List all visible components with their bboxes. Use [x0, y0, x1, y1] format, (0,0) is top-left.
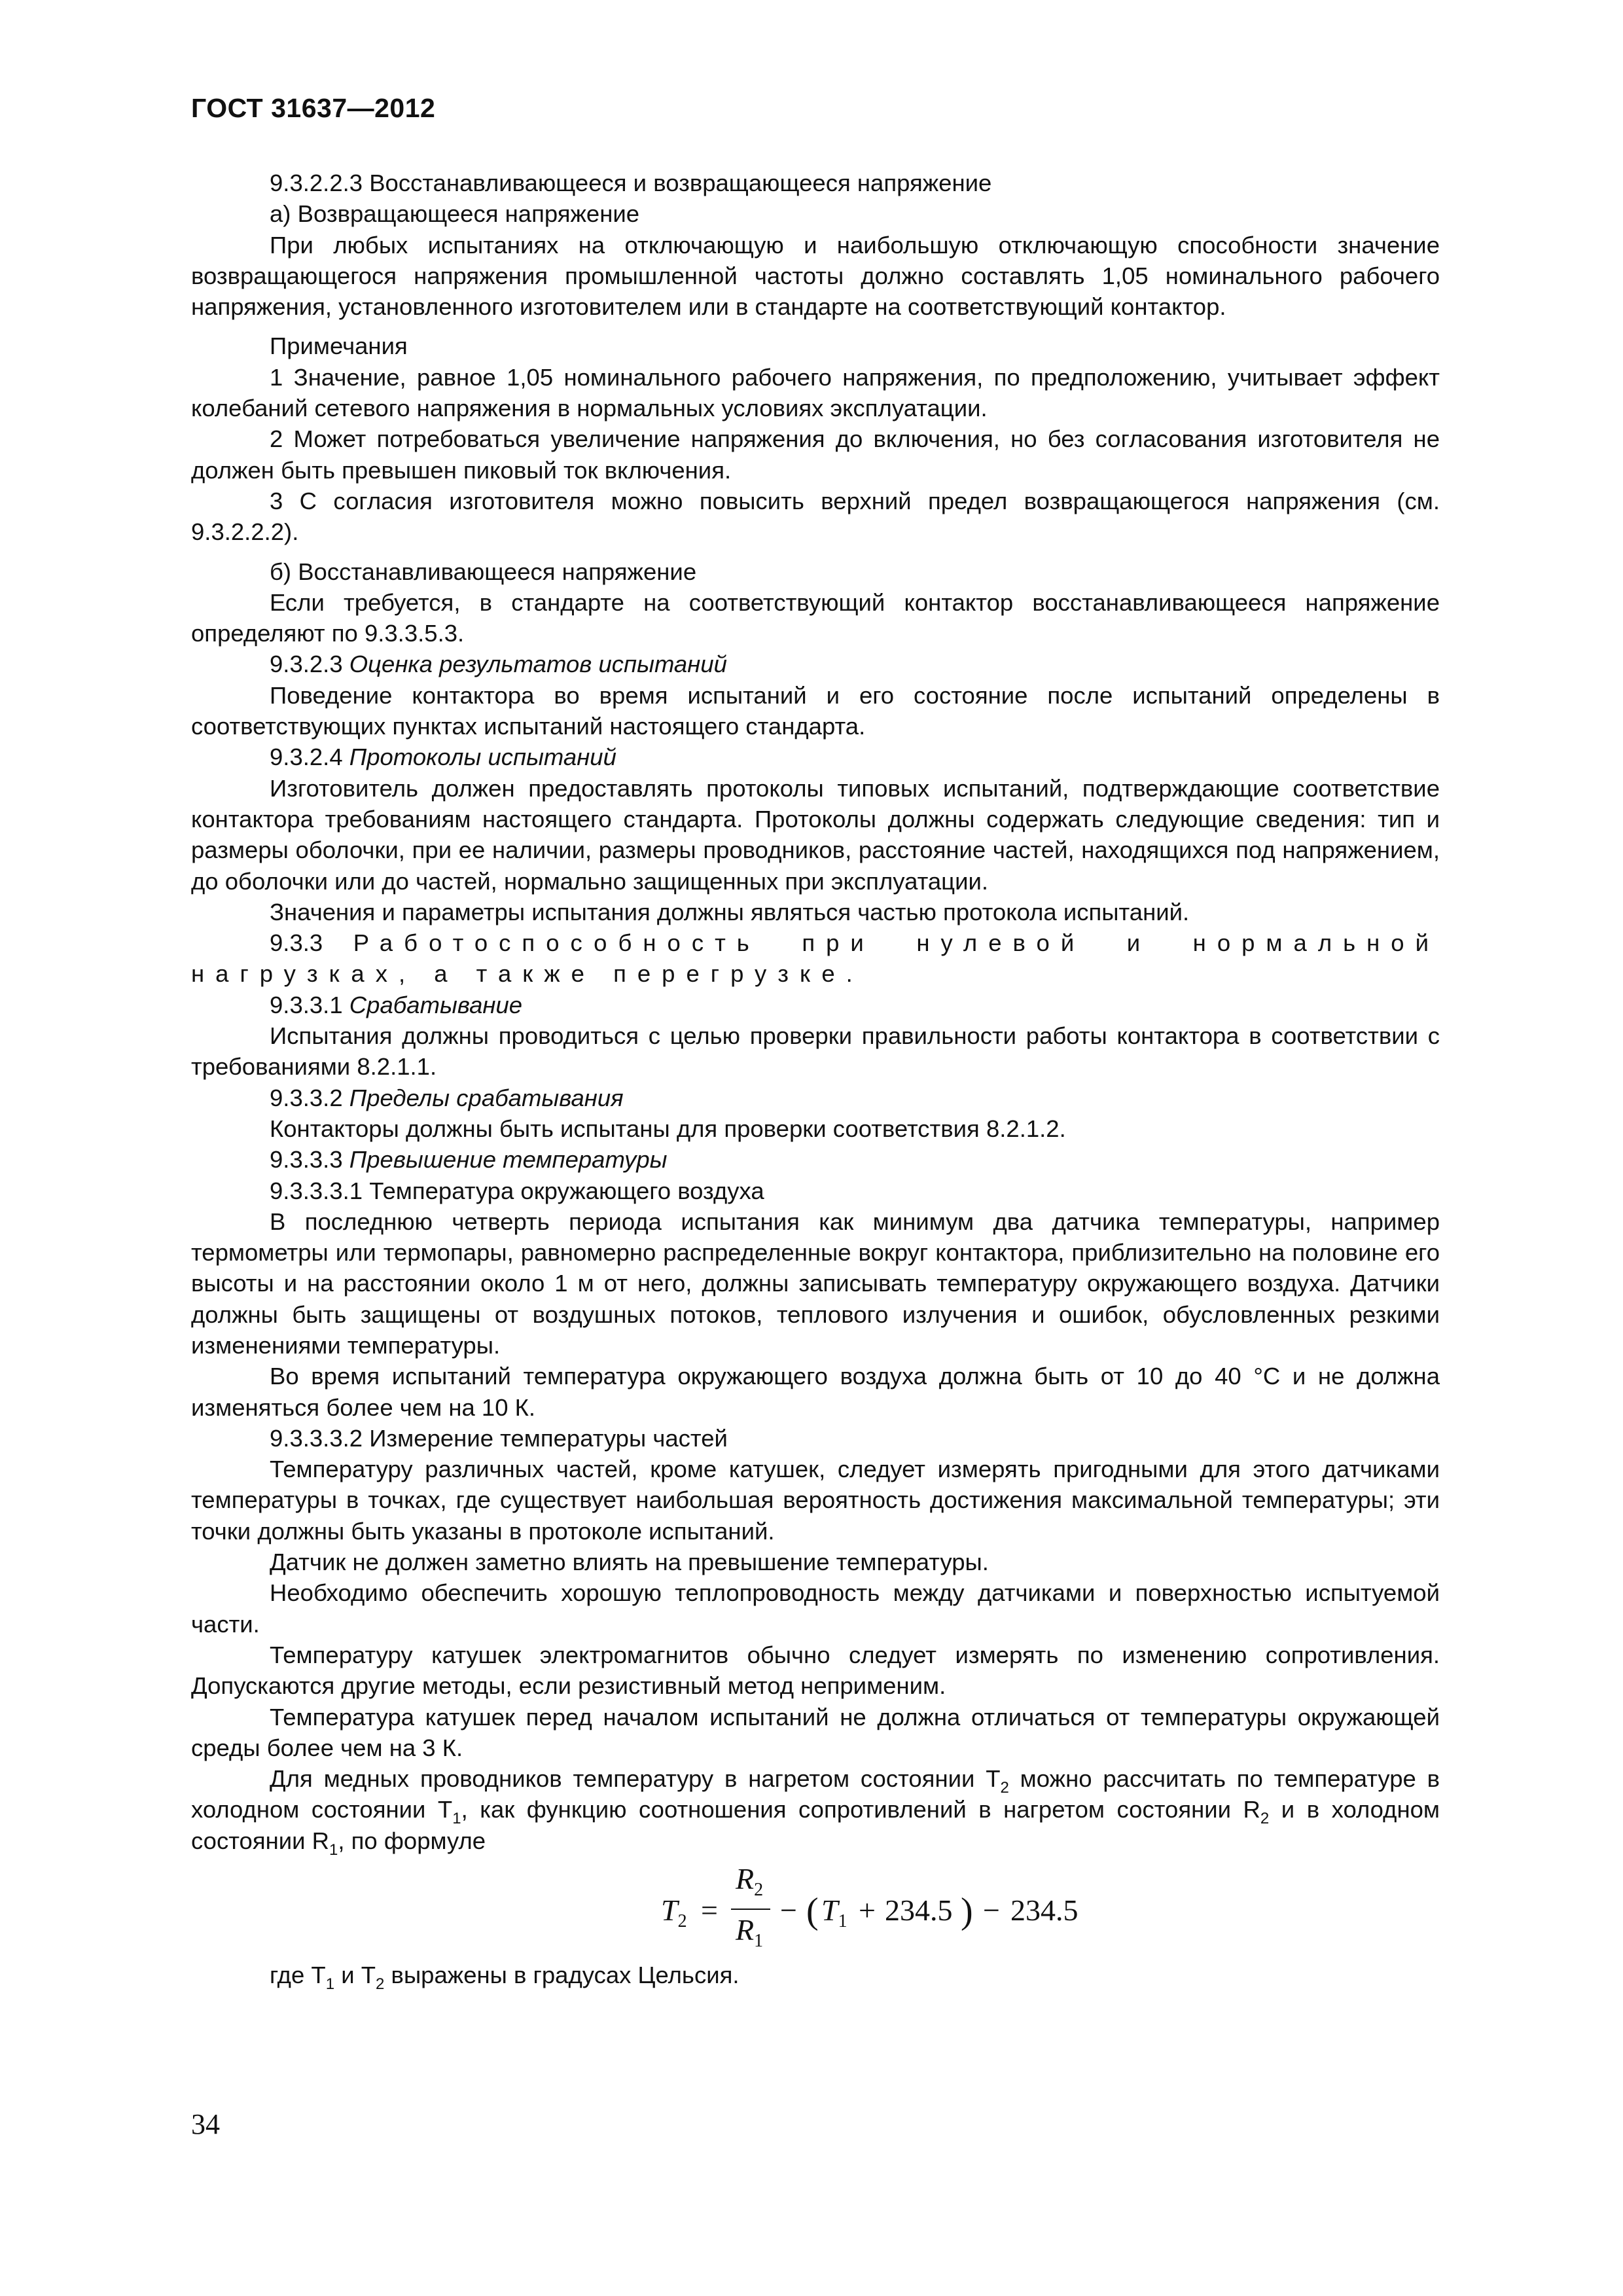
clause-number: 9.3.2.3: [270, 651, 343, 678]
paragraph: Необходимо обеспечить хорошую теплопроводность между датчиками и поверхностью испытуемой части.: [191, 1579, 1440, 1638]
formula-t1: $T_1$: [821, 1893, 847, 1932]
clause-heading: [191, 1144, 1440, 1175]
note-3: 3 С согласия изготовителя можно повысить верхний предел возвращающегося напряжения (см. 9.3.2.2.2).: [191, 487, 1440, 546]
clause-title-spaced: Работоспособность при нулевой и нормальной нагрузках, а также перегрузке.: [191, 929, 1440, 988]
paragraph: Значения и параметры испытания должны являться частью протокола испытаний.: [270, 898, 1190, 925]
paragraph: Во время испытаний температура окружающего воздуха должна быть от 10 до 40 °С и не должна изменяться более чем на 10 К.: [191, 1363, 1440, 1421]
formula-close-paren: ): [961, 1891, 973, 1932]
fraction-bar: [731, 1909, 770, 1910]
clause-number: 9.3.2.4: [270, 744, 343, 771]
formula-equals: =: [701, 1893, 718, 1928]
clause-title: Оценка результатов испытаний: [349, 651, 727, 678]
paragraph: Испытания должны проводиться с целью проверки правильности работы контактора в соответствии с требованиями 8.2.1.1.: [191, 1022, 1440, 1081]
paragraph: Температуру катушек электромагнитов обычно следует измерять по изменению сопротивления. Допускаются другие методы, если резистивный метод неприменим.: [191, 1641, 1440, 1700]
clause-heading: [191, 649, 1440, 679]
clause-title: Пределы срабатывания: [349, 1084, 624, 1111]
paragraph: Поведение контактора во время испытаний и его состояние после испытаний определены в соответствующих пунктах испытаний настоящего стандарта.: [191, 681, 1440, 740]
formula-constant: 234.5: [885, 1893, 953, 1928]
formula-lhs: $T_2$: [661, 1893, 687, 1932]
paragraph: В последнюю четверть периода испытания как минимум два датчика температуры, например термометры или термопары, равномерно распределенные вокруг контактора, приблизительно на половине его высоты и на расстоянии около 1 м от него, должны записывать температуру окружающего воздуха. Датчики должны быть защищены от воздушных потоков, теплового излучения и ошибок, обусловленных резкими изменениями температуры.: [191, 1208, 1440, 1359]
clause-number: 9.3.3: [270, 929, 323, 957]
paragraph: Контакторы должны быть испытаны для проверки соответствия 8.2.1.2.: [270, 1115, 1066, 1142]
clause-heading: 9.3.2.2.3 Восстанавливающееся и возвращающееся напряжение: [270, 170, 992, 196]
paragraph: При любых испытаниях на отключающую и наибольшую отключающую способности значение возвращающегося напряжения промышленной частоты должно составлять 1,05 номинального рабочего напряжения, установленного изготовителем или в стандарте на соответствующий контактор.: [191, 231, 1440, 321]
clause-heading: [191, 742, 1440, 772]
clause-number: 9.3.3.2: [270, 1084, 343, 1111]
clause-title: Превышение температуры: [349, 1146, 668, 1174]
page-number: 34: [191, 2108, 220, 2140]
standard-header: ГОСТ 31637—2012: [191, 93, 436, 123]
formula-minus: −: [780, 1893, 797, 1928]
formula-plus: +: [859, 1893, 876, 1928]
paragraph: Температура катушек перед началом испытаний не должна отличаться от температуры окружающей среды более чем на 3 К.: [191, 1703, 1440, 1761]
note-2: 2 Может потребоваться увеличение напряжения до включения, но без согласования изготовителя не должен быть превышен пиковый ток включения.: [191, 425, 1440, 484]
paragraph: Если требуется, в стандарте на соответствующий контактор восстанавливающееся напряжение определяют по 9.3.3.5.3.: [191, 588, 1440, 647]
formula-explanation: где $Т_1$ и $Т_2$ выражены в градусах Цельсия.: [270, 1962, 740, 1994]
formula-numerator: $R_2$: [736, 1862, 764, 1901]
clause-title: Срабатывание: [349, 991, 523, 1018]
paragraph: Изготовитель должен предоставлять протоколы типовых испытаний, подтверждающие соответствие контактора требованиям настоящего стандарта. Протоколы должны содержать следующие сведения: тип и размеры оболочки, при ее наличии, размеры проводников, расстояние частей, находящихся под напряжением, до оболочки или до частей, нормально защищенных при эксплуатации.: [191, 774, 1440, 895]
formula-denominator: $R_1$: [736, 1913, 764, 1952]
notes-heading: Примечания: [270, 332, 408, 360]
clause-title: Протоколы испытаний: [349, 744, 616, 771]
formula-open-paren: (: [806, 1891, 819, 1932]
subclause-heading: 9.3.3.3.1 Температура окружающего воздуха: [270, 1177, 764, 1204]
note-1: 1 Значение, равное 1,05 номинального рабочего напряжения, по предположению, учитывает эффект колебаний сетевого напряжения в нормальных условиях эксплуатации.: [191, 363, 1440, 422]
formula-intro-paragraph: Для медных проводников температуру в нагретом состоянии $Т_2$ можно рассчитать по температуре в холодном состоянии $Т_1$, как функцию соотношения сопротивлений в нагретом состоянии $R_2$ и в холодном состоянии $R_1$, по формуле: [191, 1765, 1440, 1859]
formula-minus: −: [983, 1893, 1000, 1928]
paragraph: Датчик не должен заметно влиять на превышение температуры.: [270, 1549, 989, 1576]
subclause-heading: 9.3.3.3.2 Измерение температуры частей: [270, 1424, 728, 1452]
temperature-formula: [191, 1863, 1440, 1953]
document-body: [191, 168, 1440, 1994]
clause-number: 9.3.3.1: [270, 991, 343, 1018]
formula-constant: 234.5: [1010, 1893, 1079, 1928]
item-a-heading: а) Возвращающееся напряжение: [270, 200, 640, 228]
clause-heading: [191, 927, 1440, 990]
item-b-heading: б) Восстанавливающееся напряжение: [270, 558, 697, 585]
paragraph: Температуру различных частей, кроме катушек, следует измерять пригодными для этого датчиками температуры в точках, где существует наибольшая вероятность достижения максимальной температуры; эти точки должны быть указаны в протоколе испытаний.: [191, 1456, 1440, 1545]
clause-heading: [191, 1083, 1440, 1113]
clause-heading: [191, 990, 1440, 1020]
clause-number: 9.3.3.3: [270, 1146, 343, 1174]
